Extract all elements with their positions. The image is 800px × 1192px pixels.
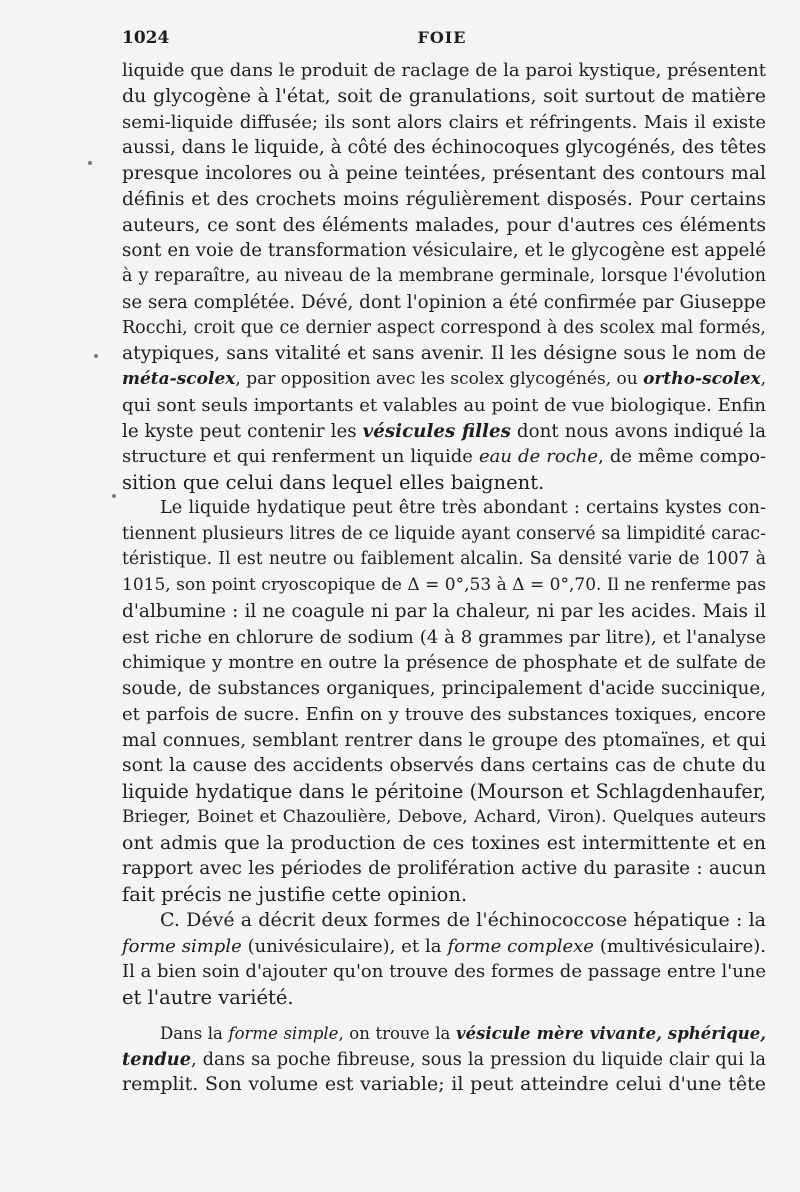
text-line: Brieger, Boinet et Chazoulière, Debove, Achard, Viron). Quelques auteurs [122, 806, 766, 827]
text-line: Le liquide hydatique peut être très abondant : certains kystes con- [160, 497, 766, 518]
text-line: aussi, dans le liquide, à côté des échinocoques glycogénés, des têtes [122, 137, 767, 159]
text-line: Rocchi, croit que ce dernier aspect correspond à des scolex mal formés, [122, 317, 766, 338]
text-line: tendue, dans sa poche fibreuse, sous la pression du liquide clair qui la [122, 1048, 766, 1070]
text-line: tiennent plusieurs litres de ce liquide ayant conservé sa limpidité carac- [122, 523, 766, 544]
page-number: 1024 [122, 28, 170, 48]
paragraph-gap [122, 1011, 766, 1021]
text-line: atypiques, sans vitalité et sans avenir. Il les désigne sous le nom de [122, 343, 766, 365]
text-line: auteurs, ce sont des éléments malades, pour d'autres ces éléments [122, 214, 766, 236]
text-line: structure et qui renferment un liquide eau de roche, de même compo- [122, 446, 767, 468]
running-title: FOIE [417, 28, 467, 47]
text-line: Dans la forme simple, on trouve la vésicule mère vivante, sphérique, [160, 1023, 766, 1043]
text-line: rapport avec les périodes de prolifération active du parasite : aucun [122, 858, 766, 880]
text-line: sont la cause des accidents observés dans certains cas de chute du [122, 755, 766, 777]
text-line: et l'autre variété. [122, 986, 294, 1009]
text-line: méta-scolex, par opposition avec les scolex glycogénés, ou ortho-scolex, [122, 369, 767, 389]
text-line: qui sont seuls importants et valables au point de vue biologique. Enfin [122, 394, 766, 416]
text-line: presque incolores ou à peine teintées, présentant des contours mal [122, 163, 766, 184]
text-line: liquide que dans le produit de raclage de la paroi kystique, présentent [122, 60, 766, 81]
text-line: le kyste peut contenir les vésicules filles dont nous avons indiqué la [122, 420, 766, 442]
term-vesicule-mere: vésicule mère vivante, sphérique, [456, 1023, 766, 1043]
text-line: sont en voie de transformation vésiculaire, et le glycogène est appelé [122, 240, 766, 262]
term-ortho-scolex: ortho-scolex [643, 369, 761, 389]
text-line: est riche en chlorure de sodium (4 à 8 grammes par litre), et l'analyse [122, 626, 766, 648]
page-header [122, 28, 762, 52]
term-forme-complexe: forme complexe [447, 935, 594, 957]
text-line: d'albumine : il ne coagule ni par la chaleur, ni par les acides. Mais il [122, 600, 766, 622]
term-forme-simple: forme simple [228, 1023, 339, 1043]
text-line: soude, de substances organiques, principalement d'acide succinique, [122, 678, 766, 699]
text-line: sition que celui dans lequel elles baignent. [122, 471, 545, 494]
text-line: Il a bien soin d'ajouter qu'on trouve des formes de passage entre l'une [122, 961, 767, 983]
text-line: liquide hydatique dans le péritoine (Mourson et Schlagdenhaufer, [122, 780, 766, 803]
margin-speck [88, 161, 92, 165]
text-line: à y reparaître, au niveau de la membrane germinale, lorsque l'évolution [122, 266, 766, 286]
text-line: semi-liquide diffusée; ils sont alors clairs et réfringents. Mais il existe [122, 111, 766, 133]
text-line: du glycogène à l'état, soit de granulations, soit surtout de matière [122, 84, 766, 107]
text-line: se sera complétée. Dévé, dont l'opinion a été confirmée par Giuseppe [122, 291, 766, 313]
body-text [122, 58, 766, 1098]
text-line: forme simple (univésiculaire), et la forme complexe (multivésiculaire). [122, 935, 766, 957]
text-line: fait précis ne justifie cette opinion. [122, 883, 468, 906]
term-vesicules-filles: vésicules filles [362, 420, 511, 442]
text-line: mal connues, semblant rentrer dans le groupe des ptomaïnes, et qui [122, 729, 766, 751]
text-line: définis et des crochets moins régulièrement disposés. Pour certains [122, 188, 766, 210]
term-meta-scolex: méta-scolex [122, 369, 236, 389]
term-eau-de-roche: eau de roche [479, 446, 599, 468]
term-tendue: tendue [122, 1048, 192, 1070]
text-line: 1015, son point cryoscopique de Δ = 0°,53 à Δ = 0°,70. Il ne renferme pas [122, 575, 766, 595]
margin-speck [94, 354, 98, 358]
text-line: téristique. Il est neutre ou faiblement alcalin. Sa densité varie de 1007 à [122, 549, 766, 570]
text-line: chimique y montre en outre la présence de phosphate et de sulfate de [122, 652, 766, 674]
margin-speck [112, 494, 116, 498]
text-line: ont admis que la production de ces toxines est intermittente et en [122, 831, 766, 854]
term-forme-simple: forme simple [122, 935, 242, 957]
text-line: remplit. Son volume est variable; il peut atteindre celui d'une tête [122, 1073, 766, 1096]
text-line: et parfois de sucre. Enfin on y trouve des substances toxiques, encore [122, 703, 766, 725]
text-line: C. Dévé a décrit deux formes de l'échinococcose hépatique : la [160, 908, 766, 931]
